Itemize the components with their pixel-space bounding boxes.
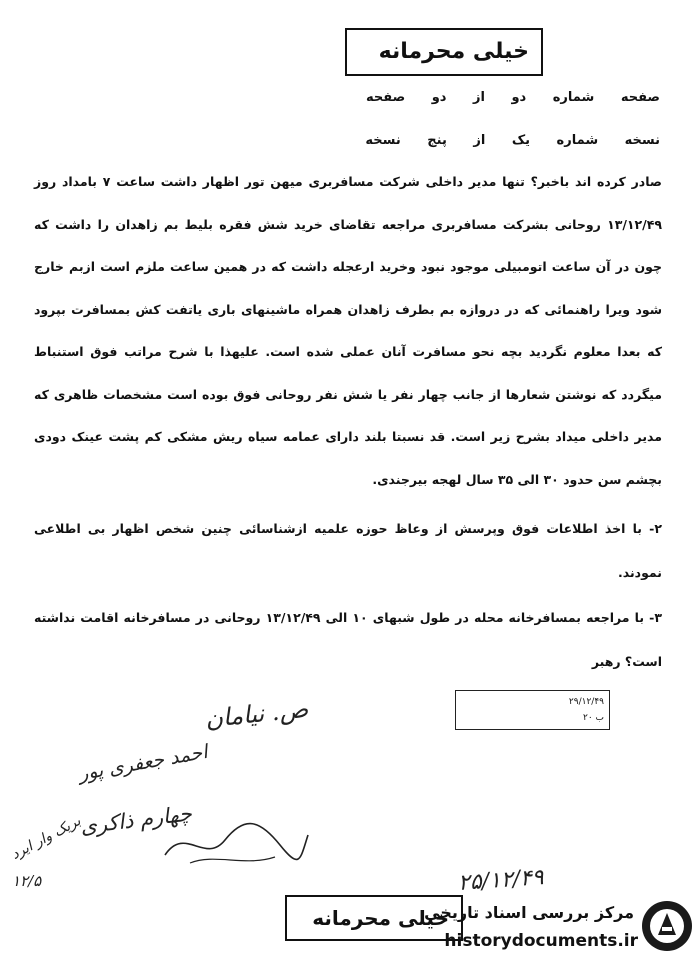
reference-stamp-date: ۲۹/۱۲/۴۹ [568,697,604,707]
watermark-logo [408,893,696,961]
handwritten-note-2: چهارم ذاکری [78,801,194,839]
watermark-url: historydocuments.ir [444,931,638,951]
reference-stamp-number: ب ۲۰ [582,713,604,723]
body-paragraph-2: ۲- با اخذ اطلاعات فوق وپرسش از وعاظ حوزه علمیه ازشناسائی چنین شخص اظهار بی اطلاعی نمودند. [34,521,662,580]
body-paragraph-3: ۳- با مراجعه بمسافرخانه محله در طول شبهای ۱۰ الی ۱۳/۱۲/۴۹ روحانی در مسافرخانه اقامت نداشته است؟ رهبر [34,610,662,669]
handwritten-date: ۲۵/۱۲/۴۹ [457,865,545,896]
handwritten-note-1: ص. نیامان [203,694,310,734]
body-paragraph-1: صادر کرده اند باخبر؟ تنها مدیر داخلی شرکت مسافربری میهن تور اظهار داشت ساعت ۷ بامداد روز ۱۳/۱۲/۴۹ روحانی بشرکت مسافربری مراجعه تقاضای خرید شش فقره بلیط بم زاهدان را داشت که چون در آن ساعت اتومبیلی موجود نبود وخرید ارعجله داشت که در همین ساعت ملزم است ازبم خارج شود ویرا راهنمائی که در دروازه بم بطرف زاهدان همراه ماشینهای باری یاتفت کش بمسافرت بپرود که بعدا معلوم نگردید بچه نحو مسافرت آنان عملی شده است. علیهذا با شرح مراتب فوق استنباط میگردد که نوشتن شعارها از جانب چهار نفر یا شش نفر روحانی فوق بوده است مشخصات ظاهری که مدیر داخلی میداد بشرح زیر است. قد نسبتا بلند دارای عمامه سیاه ریش مشکی کم پشت عینک دودی بچشم سن حدود ۳۰ الی ۳۵ سال لهجه بیرجندی. [34,174,662,487]
watermark-name: مرکز بررسی اسناد تاریخی [424,903,634,922]
copy-number-line: نسخه شماره یک از پنج نسخه [365,133,660,148]
reference-stamp [455,690,610,730]
classification-stamp-top: خیلی محرمانه [345,28,543,76]
page-number-line: صفحه شماره دو از دو صفحه [366,90,660,105]
signature-scribble [160,815,310,870]
classification-stamp-bottom: خیلی محرمانه [285,895,463,941]
handwritten-margin-note: بریک وار ایرد [8,813,84,863]
handwritten-number: ۱۲/۵ [12,872,42,890]
archive-emblem-icon [640,899,694,953]
handwritten-name: احمد جعفری پور [77,740,210,786]
